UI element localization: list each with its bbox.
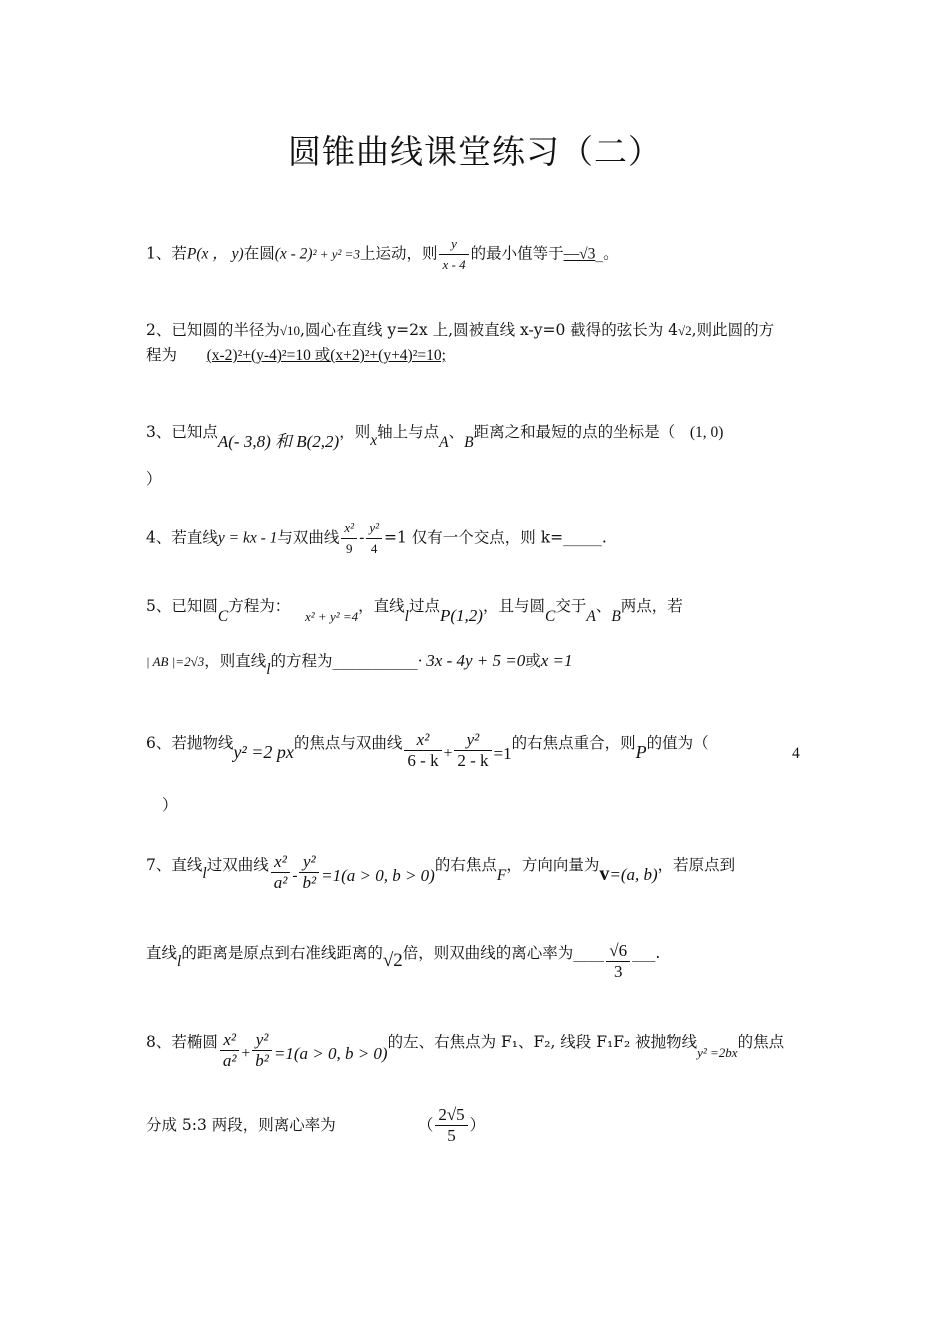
answer: —√3 [563,245,596,263]
question-2: 2、已知圆的半径为√10,圆心在直线 y=2x 上,圆被直线 x-y=0 截得的弦长为 4√2,则此圆的方 程为 (x-2)²+(y-4)²=10 或(x+2)²+(y+4)²=10; [146,321,775,364]
answer: (1, 0) [689,424,724,441]
question-1: 1、若P(x ， y)在圆(x - 2)² + y² =3上运动，则 $\frac{y}{x - 4}$ 的最小值等于—√3_。 [146,234,808,275]
answer-blank: ___________ [332,652,418,670]
question-7: 7、直线l过双曲线 $\frac{\text{x²}}{\text{a²}}$ - $\frac{\text{y²}}{\text{b²}}$ =1(a > 0, b > 0)的右焦点F，方向向量为v=(a, b)，若原点到 直线l的距离是原点到右准线距离的√2倍，则双曲线的离心率为____ $\frac{√6}{3}$ ___. [146,852,736,981]
question-8: 8、若椭圆 $\frac{\text{x²}}{\text{a²}}$ + $\frac{\text{y²}}{\text{b²}}$ =1(a > 0, b > 0)的左、右焦点为 F₁、F₂, 线段 F₁F₂ 被抛物线$_{y^2 =2bx}$的焦点 分成 5:3 两段，则离心率为 （ $\frac{2√5}{5}$ ） [146,1030,785,1145]
page-title: 圆锥曲线课堂练习（二） [288,132,662,171]
question-4: 4、若直线y = kx - 1与双曲线 $\frac{\text{x²}}{9}$ - $\frac{\text{y²}}{4}$ =1 仅有一个交点，则 k=_____. [146,520,607,556]
answer-blank: _____ [563,528,602,547]
answer: $\frac{2√5}{5}$ [435,1105,467,1146]
question-5: 5、已知圆C方程为： $_{x^2 + y^2 =4}$，直线l过点P(1,2)，且与圆C交于A、B两点，若 | AB |=2√3，则直线l的方程为___________· 3x - 4y + 5 =0或x =1 [146,597,683,678]
question-3: 3、已知点A(- 3,8) 和 B(2,2)，则x轴上与点A、B距离之和最短的点的坐标是（ (1, 0) ） [146,423,724,488]
fraction: $\frac{y}{x - 4}$ [439,234,468,275]
answer: (x-2)²+(y-4)²=10 或(x+2)²+(y+4)²=10; [206,347,446,364]
answer: 4 [792,745,800,762]
answer: $\frac{√6}{3}$ [606,941,630,982]
question-6: 6、若抛物线y² =2 px的焦点与双曲线 $\frac{\text{x²}}{6 - k}$ + $\frac{\text{y²}}{2 - k}$ =1的右焦点重合，则P的值为（ 4 ） [146,730,800,814]
answer: · 3x - 4y + 5 =0 [417,651,526,670]
